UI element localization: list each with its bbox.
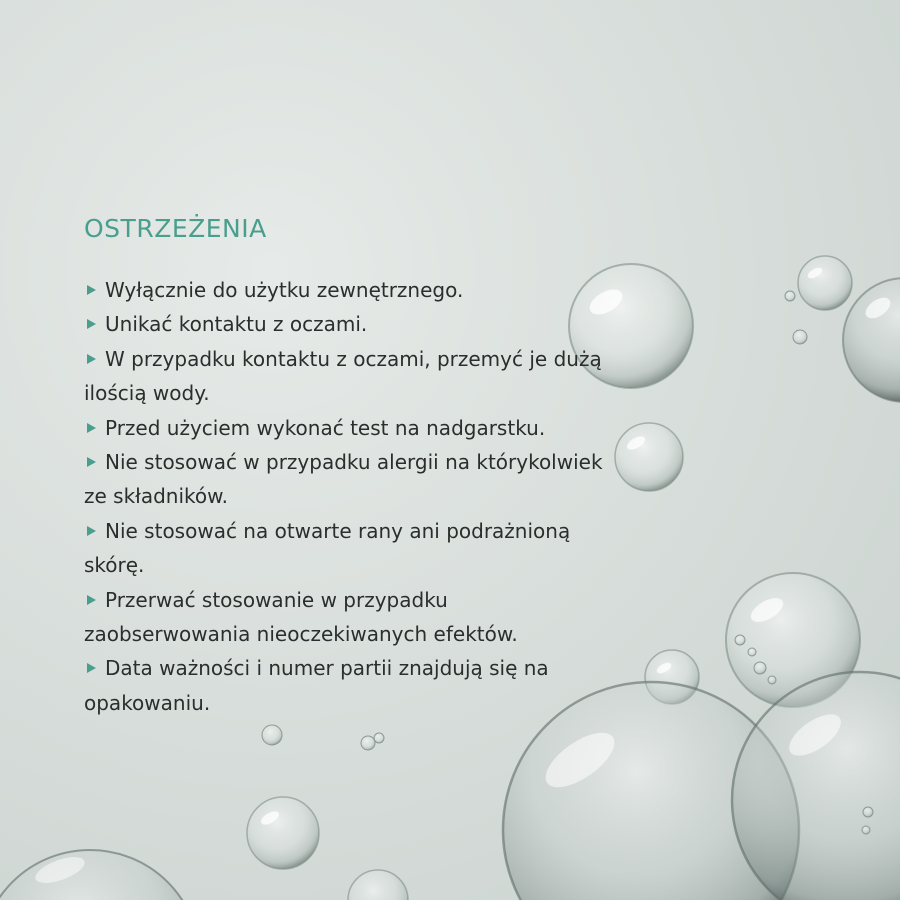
bubble: [735, 635, 745, 645]
warning-text: Przerwać stosowanie w przypadku zaobserwowania nieoczekiwanych efektów.: [84, 587, 518, 647]
list-item: [84, 651, 604, 720]
bubble: [262, 725, 282, 745]
warnings-list: [84, 273, 604, 720]
bubble: [615, 423, 683, 491]
bubble: [374, 733, 384, 743]
bubble: [348, 870, 408, 900]
warning-text: W przypadku kontaktu z oczami, przemyć je dużą ilością wody.: [84, 346, 602, 406]
bubble: [793, 330, 807, 344]
warning-text: Przed użyciem wykonać test na nadgarstku.: [105, 415, 546, 440]
warning-text: Wyłącznie do użytku zewnętrznego.: [105, 278, 464, 302]
triangle-bullet-icon: [87, 423, 96, 433]
bubble: [732, 672, 900, 900]
list-item: [84, 583, 604, 652]
warning-text: Nie stosować na otwarte rany ani podrażnioną skórę.: [84, 518, 571, 578]
triangle-bullet-icon: [87, 526, 96, 536]
triangle-bullet-icon: [87, 457, 96, 467]
warnings-panel: [84, 214, 604, 720]
triangle-bullet-icon: [87, 663, 96, 673]
list-item: [84, 273, 604, 307]
warning-text: Unikać kontaktu z oczami.: [105, 312, 368, 337]
bubble: [748, 648, 756, 656]
triangle-bullet-icon: [87, 595, 96, 605]
triangle-bullet-icon: [87, 319, 96, 329]
list-item: [84, 342, 604, 411]
bubble: [798, 256, 852, 310]
bubble: [0, 850, 200, 900]
triangle-bullet-icon: [87, 354, 96, 364]
bubble: [754, 662, 766, 674]
bubble: [768, 676, 776, 684]
bubble: [361, 736, 375, 750]
list-item: [84, 307, 604, 341]
bubble: [862, 826, 870, 834]
list-item: [84, 411, 604, 445]
list-item: [84, 445, 604, 514]
warning-text: Nie stosować w przypadku alergii na którykolwiek ze składników.: [84, 450, 603, 509]
list-item: [84, 514, 604, 583]
page-title: OSTRZEŻENIA: [84, 214, 267, 243]
bubble: [863, 807, 873, 817]
bubble: [785, 291, 795, 301]
bubble: [843, 278, 900, 402]
triangle-bullet-icon: [87, 285, 96, 295]
warning-text: Data ważności i numer partii znajdują się na opakowaniu.: [84, 656, 549, 715]
bubble: [247, 797, 319, 869]
